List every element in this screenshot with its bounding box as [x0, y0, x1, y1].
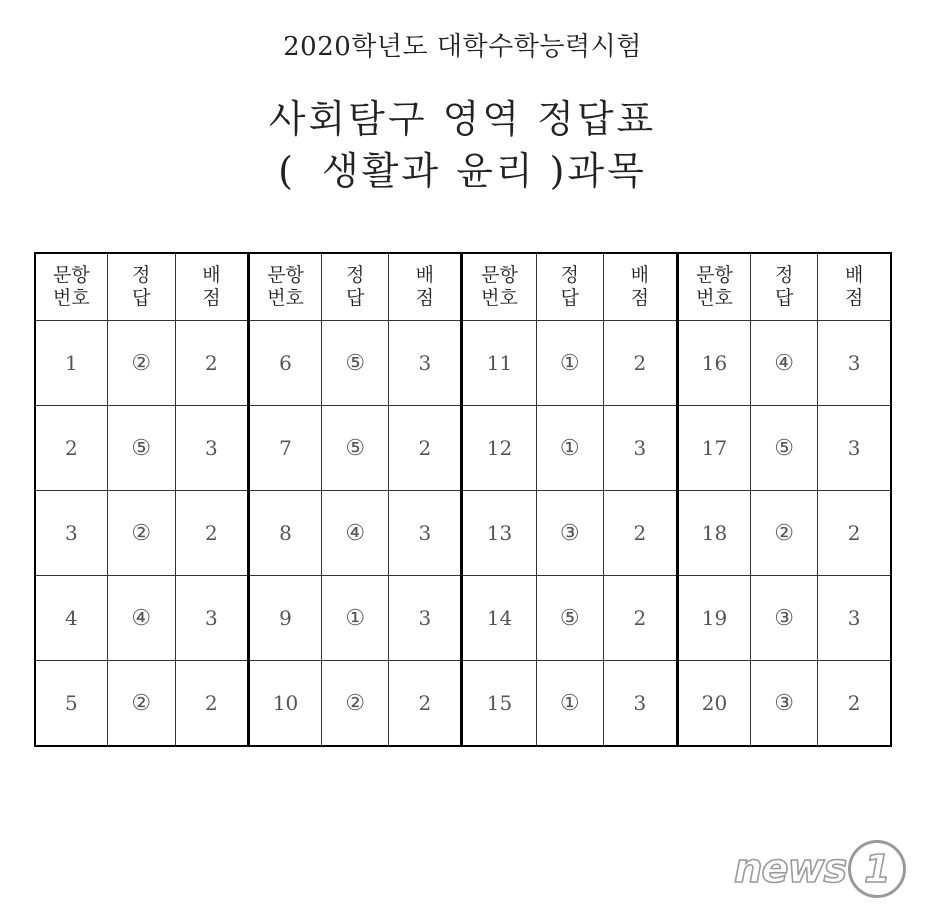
points-cell: 3 [818, 576, 891, 661]
points-cell: 2 [603, 576, 677, 661]
subject-line [0, 140, 925, 195]
answer-cell: ① [536, 321, 603, 406]
header-answer: 정 답 [107, 253, 175, 321]
subject-open-paren: ( [278, 149, 296, 193]
answer-cell: ④ [751, 321, 818, 406]
answer-cell: ② [322, 661, 389, 747]
answer-cell: ⑤ [322, 406, 389, 491]
answer-cell: ① [322, 576, 389, 661]
header-question-number [248, 253, 321, 321]
answer-cell: ③ [751, 661, 818, 747]
answer-cell: ④ [107, 576, 175, 661]
answer-cell: ③ [751, 576, 818, 661]
header-question-number-line1: 문항 [481, 264, 518, 286]
question-number-cell: 7 [248, 406, 321, 491]
question-number-cell: 1 [35, 321, 107, 406]
points-cell: 3 [175, 406, 248, 491]
header-question-number-line1: 문항 [52, 264, 90, 286]
table-row [35, 661, 891, 747]
points-cell: 2 [175, 661, 248, 747]
answer-cell: ③ [536, 491, 603, 576]
answer-cell: ① [536, 406, 603, 491]
news1-logo [734, 840, 906, 898]
table-row [35, 491, 891, 576]
points-cell: 3 [818, 406, 891, 491]
question-number-cell: 11 [462, 321, 536, 406]
subject-close-suffix: )과목 [549, 149, 647, 193]
header-question-number-line2: 번호 [52, 287, 90, 309]
question-number-cell: 6 [248, 321, 321, 406]
question-number-cell: 5 [35, 661, 107, 747]
question-number-cell: 2 [35, 406, 107, 491]
header-answer: 정 답 [536, 253, 603, 321]
header-question-number [677, 253, 750, 321]
question-number-cell: 19 [677, 576, 750, 661]
question-number-cell: 4 [35, 576, 107, 661]
table-row [35, 321, 891, 406]
exam-title: 2020학년도 대학수학능력시험 [283, 32, 642, 62]
header-points: 배 점 [175, 253, 248, 321]
question-number-cell: 12 [462, 406, 536, 491]
points-cell: 2 [389, 406, 462, 491]
answer-cell: ② [107, 321, 175, 406]
points-cell: 3 [389, 321, 462, 406]
points-cell: 2 [818, 661, 891, 747]
header-question-number-line1: 문항 [267, 264, 304, 286]
news1-logo-digit: 1 [848, 840, 906, 898]
points-cell: 3 [603, 406, 677, 491]
question-number-cell: 16 [677, 321, 750, 406]
points-cell: 2 [175, 491, 248, 576]
points-cell: 3 [389, 491, 462, 576]
points-cell: 3 [175, 576, 248, 661]
points-cell: 3 [603, 661, 677, 747]
page-title: 사회탐구 영역 정답표 [268, 97, 657, 141]
header-points: 배 점 [389, 253, 462, 321]
answer-cell: ④ [322, 491, 389, 576]
table-row [35, 406, 891, 491]
table-row [35, 576, 891, 661]
question-number-cell: 9 [248, 576, 321, 661]
answer-table [34, 252, 892, 747]
points-cell: 2 [603, 321, 677, 406]
question-number-cell: 14 [462, 576, 536, 661]
question-number-cell: 15 [462, 661, 536, 747]
answer-cell: ① [536, 661, 603, 747]
header-question-number-line2: 번호 [267, 287, 304, 309]
question-number-cell: 20 [677, 661, 750, 747]
header-answer: 정 답 [322, 253, 389, 321]
points-cell: 3 [389, 576, 462, 661]
answer-cell: ⑤ [107, 406, 175, 491]
question-number-cell: 3 [35, 491, 107, 576]
header-points: 배 점 [818, 253, 891, 321]
header-row [35, 253, 891, 321]
header-question-number-line2: 번호 [481, 287, 518, 309]
points-cell: 2 [818, 491, 891, 576]
points-cell: 2 [389, 661, 462, 747]
question-number-cell: 10 [248, 661, 321, 747]
points-cell: 2 [175, 321, 248, 406]
question-number-cell: 18 [677, 491, 750, 576]
answer-cell: ② [751, 491, 818, 576]
question-number-cell: 8 [248, 491, 321, 576]
header-points: 배 점 [603, 253, 677, 321]
header-question-number [35, 253, 107, 321]
answer-cell: ② [107, 661, 175, 747]
answer-cell: ⑤ [751, 406, 818, 491]
subject-name: 생활과 윤리 [321, 149, 536, 193]
answer-cell: ② [107, 491, 175, 576]
answer-cell: ⑤ [536, 576, 603, 661]
points-cell: 2 [603, 491, 677, 576]
question-number-cell: 17 [677, 406, 750, 491]
header-answer: 정 답 [751, 253, 818, 321]
news1-logo-word: news [734, 846, 847, 892]
header-question-number-line2: 번호 [696, 287, 733, 309]
answer-cell: ⑤ [322, 321, 389, 406]
question-number-cell: 13 [462, 491, 536, 576]
points-cell: 3 [818, 321, 891, 406]
header-question-number-line1: 문항 [696, 264, 733, 286]
header-question-number [462, 253, 536, 321]
